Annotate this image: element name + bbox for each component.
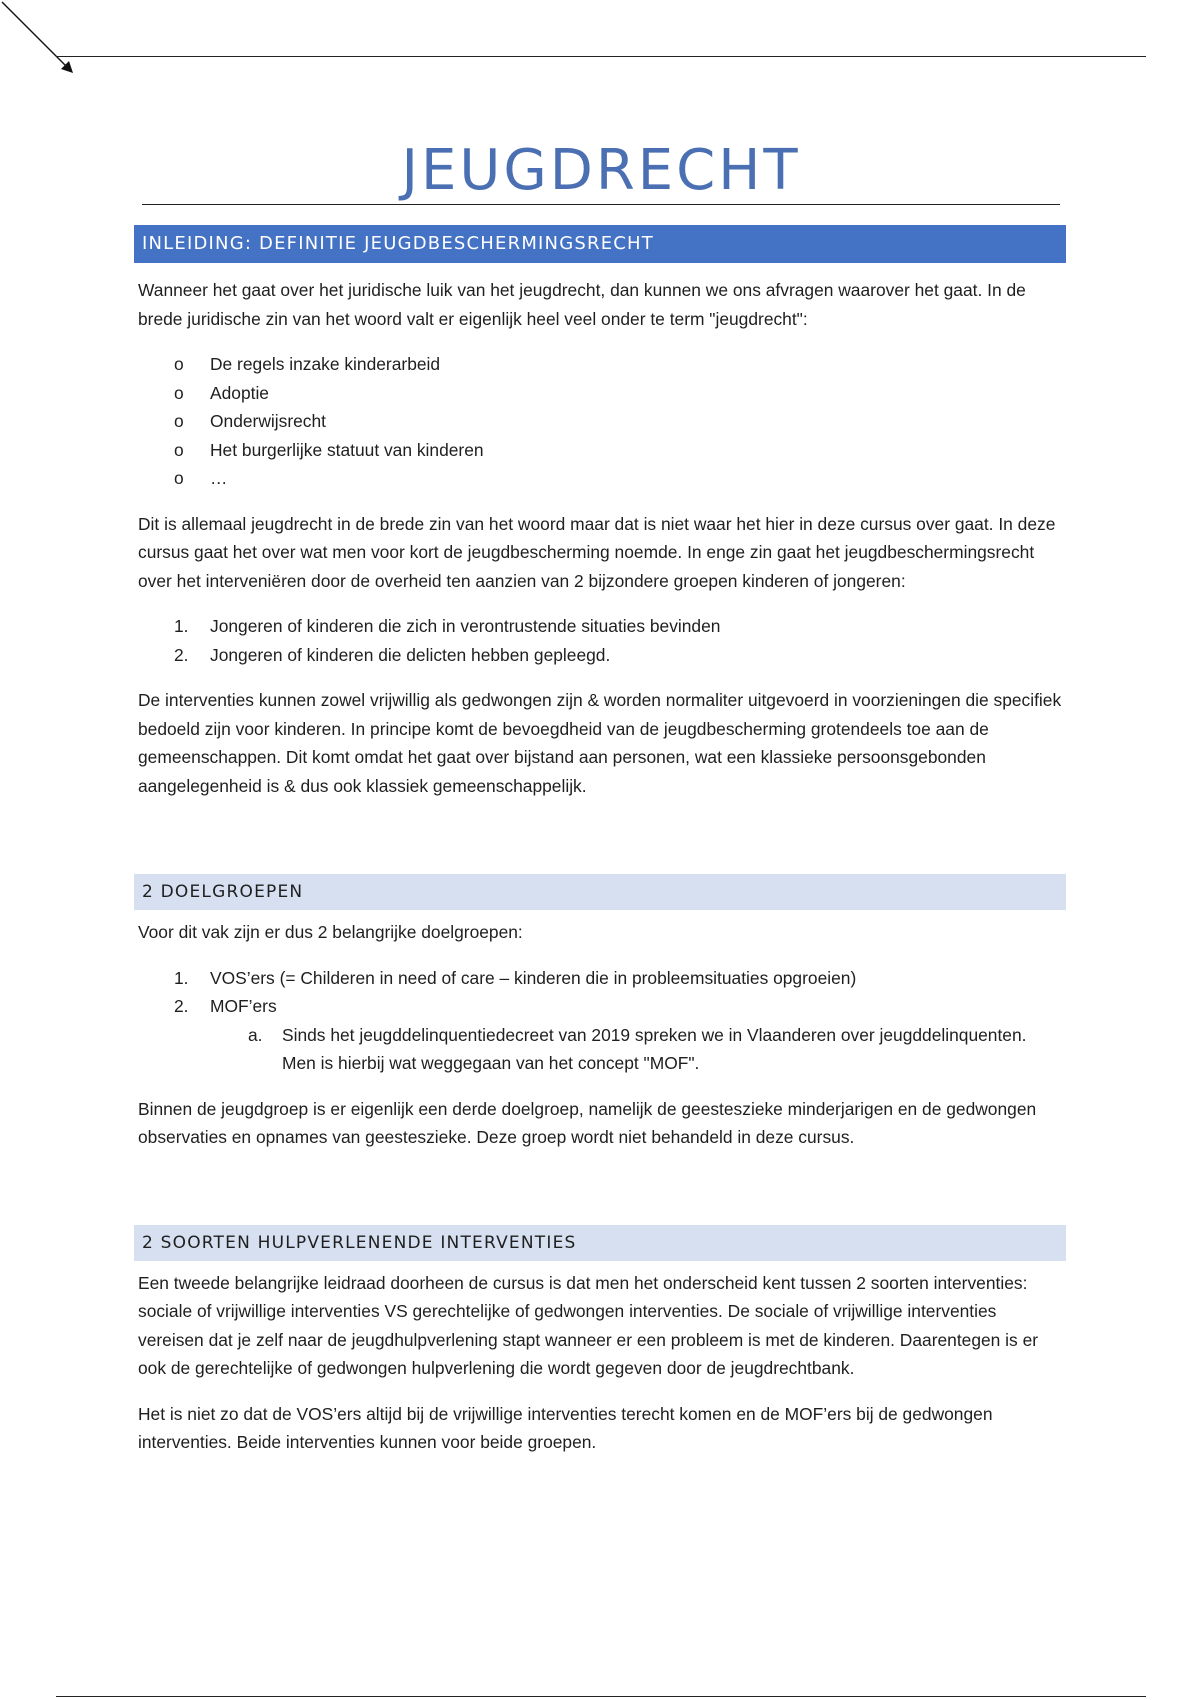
section-heading-interventies: 2 SOORTEN HULPVERLENENDE INTERVENTIES — [134, 1225, 1066, 1261]
numbered-list — [138, 612, 1062, 669]
corner-arrow-icon — [0, 0, 80, 80]
intro-paragraph: Wanneer het gaat over het juridische luik van het jeugdrecht, dan kunnen we ons afvragen waarover het gaat. In de brede juridische zin van het woord valt er eigenlijk heel veel onder te term "jeugdrecht": — [138, 280, 1026, 329]
paragraph-soorten-interventies: Een tweede belangrijke leidraad doorheen de cursus is dat men het onderscheid kent tussen 2 soorten interventies: sociale of vrijwillige interventies VS gerechtelijke of gedwongen interventies. De sociale of vrijwillige interventies vereisen dat je zelf naar de jeugdhulpverlening stapt wanneer er een probleem is met de kinderen. Daarentegen is er ook de gerechtelijke of gedwongen hulpverlening die wordt gegeven door de jeugdrechtbank. — [138, 1272, 1039, 1378]
list-item: 1. Jongeren of kinderen die zich in verontrustende situaties bevinden — [174, 616, 721, 636]
list-item: 1. VOS’ers (= Childeren in need of care – kinderen die in probleemsituaties opgroeien) — [174, 967, 857, 988]
list-item: o Het burgerlijke statuut van kinderen — [174, 439, 484, 460]
sub-list — [138, 1021, 1062, 1078]
page-title: JEUGDRECHT — [142, 140, 1060, 205]
document-page — [138, 140, 1062, 1457]
paragraph-doelgroepen-intro: Voor dit vak zijn er dus 2 belangrijke doelgroepen: — [138, 922, 523, 942]
section-heading-doelgroepen: 2 DOELGROEPEN — [134, 874, 1066, 910]
list-item: o Adoptie — [174, 382, 269, 403]
list-item: o Onderwijsrecht — [174, 411, 326, 431]
list-item: o De regels inzake kinderarbeid — [174, 354, 441, 374]
paragraph-interventies: De interventies kunnen zowel vrijwillig als gedwongen zijn & worden normaliter uitgevoerd in voorzieningen die specifiek bedoeld zijn voor kinderen. In principe komt de bevoegdheid van de jeugdbescherming grotendeels toe aan de gemeenschappen. Dit komt omdat het gaat over bijstand aan personen, wat een klassieke persoonsgebonden aangelegenheid is & dus ook klassiek gemeenschappelijk. — [138, 690, 1062, 796]
sub-list-item: a. Sinds het jeugddelinquentiedecreet van 2019 spreken we in Vlaanderen over jeugddelinquenten. Men is hierbij wat weggegaan van het concept "MOF". — [248, 1024, 1027, 1073]
doelgroepen-list — [138, 964, 1062, 1078]
bottom-rule — [56, 1696, 1146, 1697]
list-item: o … — [174, 468, 228, 488]
paragraph-scope: Dit is allemaal jeugdrecht in de brede zin van het woord maar dat is niet waar het hier in deze cursus over gaat. In deze cursus gaat het over wat men voor kort de jeugdbescherming noemde. In enge zin gaat het jeugdbeschermingsrecht over het interveniëren door de overheid ten aanzien van 2 bijzondere groepen kinderen of jongeren: — [138, 513, 1056, 591]
top-rule — [56, 56, 1146, 57]
list-item: 2. Jongeren of kinderen die delicten hebben gepleegd. — [174, 644, 611, 665]
paragraph-derde-doelgroep: Binnen de jeugdgroep is er eigenlijk een derde doelgroep, namelijk de geesteszieke minderjarigen en de gedwongen observaties en opnames van geesteszieke. Deze groep wordt niet behandeld in deze cursus. — [138, 1098, 1037, 1147]
bullet-list — [138, 350, 1062, 493]
section-heading-inleiding: INLEIDING: DEFINITIE JEUGDBESCHERMINGSRECHT — [134, 225, 1066, 263]
list-item: 2. MOF’ers a. Sinds het jeugddelinquentiedecreet van 2019 spreken we in Vlaanderen over jeugddelinquenten. Men is hierbij wat weggegaan van het concept "MOF". — [138, 992, 1062, 1078]
paragraph-beide-groepen: Het is niet zo dat de VOS’ers altijd bij de vrijwillige interventies terecht komen en de MOF’ers bij de gedwongen interventies. Beide interventies kunnen voor beide groepen. — [138, 1403, 993, 1452]
